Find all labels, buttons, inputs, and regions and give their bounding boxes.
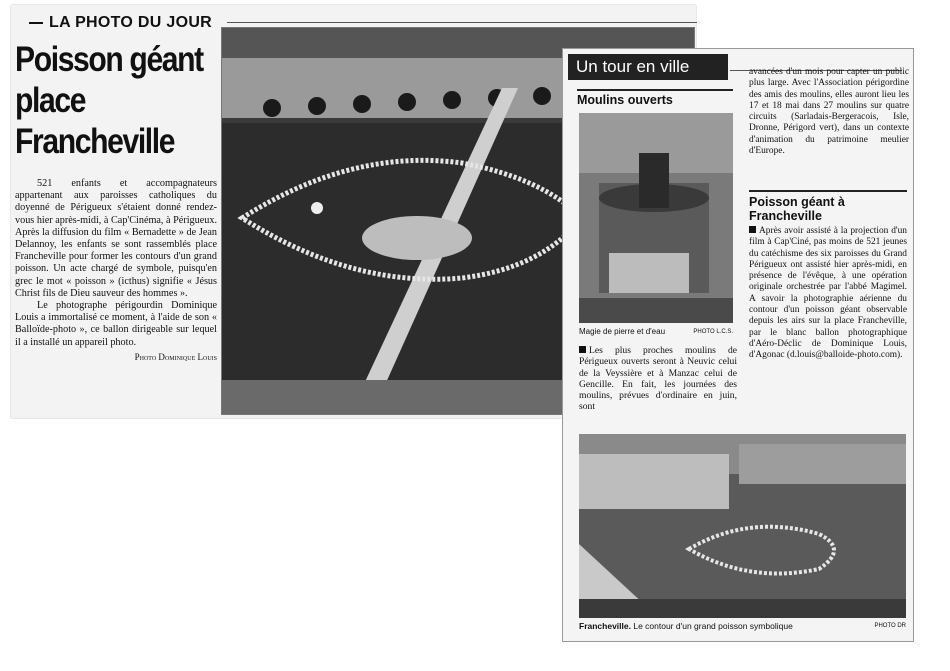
bullet-square xyxy=(749,226,756,233)
mill-credit: PHOTO L.C.S. xyxy=(693,329,733,335)
headline-line-2: place xyxy=(15,81,86,120)
francheville-photo xyxy=(579,434,906,618)
poisson-text: Après avoir assisté à la projection d'un film à Cap'Ciné, pas moins de 521 jeunes du catéchisme des six paroisses du Grand Périgueux ont assisté hier après-midi, en présence de l'évêque, à une opération originale orchestrée par l'abbé Magimel. A savoir la photographie aérienne du contour d'un poisson géant observable depuis les airs sur la place Francheville, par le blanc ballon photographique d'Aéro-Déclic de Dominique Louis, d'Agonac (d.louis@balloide-photo.com). xyxy=(749,226,907,361)
section-banner: Un tour en ville xyxy=(568,54,728,80)
section-kicker xyxy=(29,14,212,32)
kicker-rule xyxy=(227,22,697,23)
bottom-caption xyxy=(579,621,906,632)
article-paragraph-2: Le photographe périgourdin Dominique Louis a immortalisé ce moment, à l'aide de son « Balloïde-photo », ce ballon dirigeable sur lequel il a installé un appareil photo. xyxy=(15,300,217,348)
bottom-caption-bold: Francheville. xyxy=(579,621,631,631)
kicker-dash xyxy=(29,22,43,24)
mill-caption-text: Magie de pierre et d'eau xyxy=(579,327,666,336)
tour-en-ville-clipping xyxy=(562,48,914,642)
bullet-square xyxy=(579,346,586,353)
kicker-text: LA PHOTO DU JOUR xyxy=(49,14,213,31)
poisson-body xyxy=(749,226,907,362)
bottom-credit: PHOTO DR xyxy=(874,623,906,629)
headline-line-1: Poisson géant xyxy=(15,40,203,79)
moulins-body xyxy=(579,345,737,413)
subhead-moulins: Moulins ouverts xyxy=(577,89,733,107)
article-continuation: avancées d'un mois pour capter un public plus large. Avec l'Association périgordine des amis des moulins, elles auront lieu les 17 et 18 mai dans 27 moulins sur quatre circuits (Sarladais-Bergeracois, Isle, Dronne, Périgord vert), dans un contexte d'animation du patrimoine meulier d'Europe. xyxy=(749,67,909,157)
bottom-caption-text xyxy=(579,621,793,632)
mill-caption xyxy=(579,327,733,337)
moulins-text: Les plus proches moulins de Périgueux ouverts seront à Neuvic celui de la Veyssière et à Manzac celui de Gencille. En fait, les journées des moulins, prévues d'ordinaire en juin, sont xyxy=(579,345,737,413)
mill-photo xyxy=(579,113,733,323)
subhead-poisson: Poisson géant à Francheville xyxy=(749,190,907,223)
photo-credit: Photo Dominique Louis xyxy=(134,351,217,362)
headline-line-3: Francheville xyxy=(15,122,175,161)
headline xyxy=(15,39,203,162)
article-paragraph-1: 521 enfants et accompagnateurs appartenant aux paroisses catholiques du doyenné de Périgueux s'étaient donné rendez-vous hier après-midi, à Cap'Cinéma, à Périgueux. Après la diffusion du film « Bernadette » de Jean Delannoy, les enfants se sont rassemblés place Francheville pour former les contours d'un grand poisson. Un acte chargé de symbole, puisqu'en grec le mot « poisson » (icthus) signifie « Jésus Christ fils de Dieu sauveur des hommes ». xyxy=(15,178,217,299)
bottom-caption-rest: Le contour d'un grand poisson symbolique xyxy=(633,621,793,631)
article-body xyxy=(15,178,217,363)
